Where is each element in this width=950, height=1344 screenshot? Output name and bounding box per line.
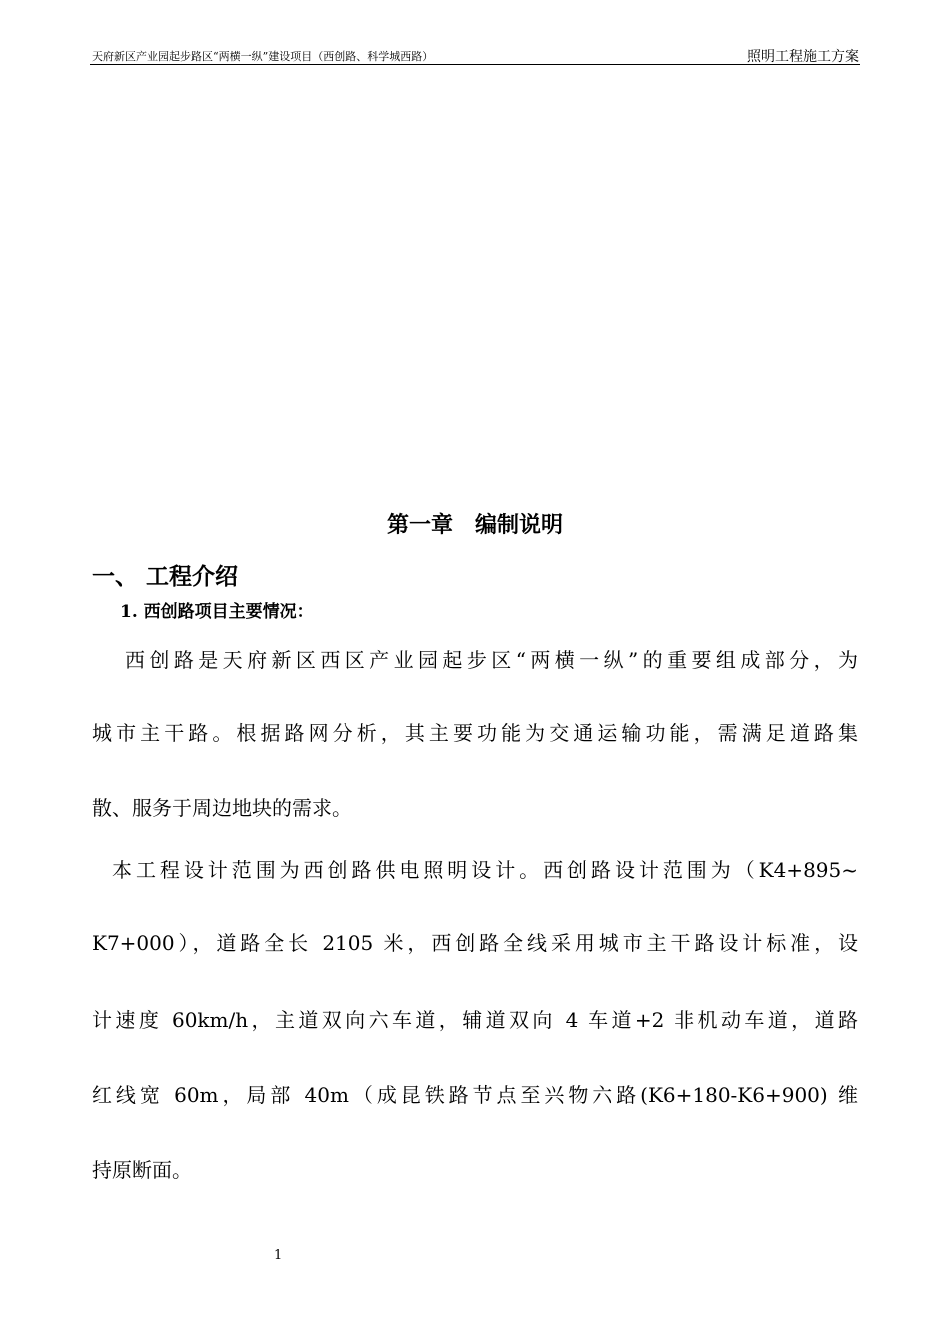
- paragraph-line: K7+000），道路全长 2105 米，西创路全线采用城市主干路设计标准，设: [92, 931, 858, 955]
- paragraph-line: 持原断面。: [92, 1158, 192, 1182]
- running-header-project-title: 天府新区产业园起步路区“两横一纵”建设项目（西创路、科学城西路）: [92, 50, 434, 63]
- paragraph-line: 计速度 60km/h，主道双向六车道，辅道双向 4 车道+2 非机动车道，道路: [92, 1008, 858, 1032]
- header-divider: [90, 64, 860, 65]
- subsection-heading: 1. 西创路项目主要情况：: [120, 602, 314, 622]
- chapter-title: 第一章 编制说明: [386, 513, 563, 538]
- paragraph-line: 散、服务于周边地块的需求。: [92, 796, 352, 820]
- running-header-document-title: 照明工程施工方案: [747, 49, 859, 65]
- section-heading: 一、 工程介绍: [92, 564, 239, 590]
- paragraph-line: 城市主干路。根据路网分析，其主要功能为交通运输功能，需满足道路集: [92, 721, 858, 745]
- page-number: 1: [274, 1248, 283, 1263]
- paragraph-line: 红线宽 60m，局部 40m（成昆铁路节点至兴物六路(K6+180-K6+900) 维: [92, 1083, 858, 1107]
- paragraph-line: 西创路是天府新区西区产业园起步区“两横一纵”的重要组成部分，为: [125, 648, 858, 672]
- paragraph-line: 本工程设计范围为西创路供电照明设计。西创路设计范围为（K4+895~: [112, 858, 858, 882]
